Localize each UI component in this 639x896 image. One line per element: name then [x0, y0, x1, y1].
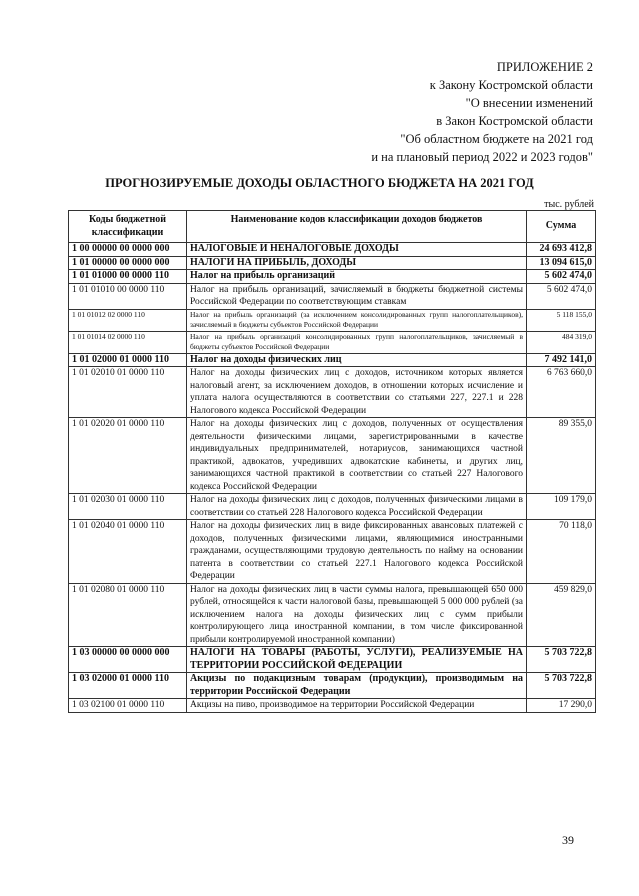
sum-cell: 5 602 474,0	[527, 270, 596, 284]
table-row	[69, 331, 596, 353]
sum-cell: 6 763 660,0	[527, 367, 596, 418]
table-row	[69, 418, 596, 494]
name-cell: Акцизы на пиво, производимое на территории Российской Федерации	[187, 699, 527, 713]
table-row	[69, 256, 596, 270]
name-cell: Налог на доходы физических лиц с доходов, полученных физическими лицами в соответствии со статьей 228 Налогового кодекса Российской Федерации	[187, 494, 527, 520]
code-cell: 1 03 02100 01 0000 110	[69, 699, 187, 713]
sum-cell: 89 355,0	[527, 418, 596, 494]
appendix-header	[293, 58, 593, 166]
name-cell: НАЛОГИ НА ПРИБЫЛЬ, ДОХОДЫ	[187, 256, 527, 270]
table-row	[69, 494, 596, 520]
code-cell: 1 01 02010 01 0000 110	[69, 367, 187, 418]
table-row	[69, 367, 596, 418]
table-row	[69, 520, 596, 584]
code-cell: 1 01 02030 01 0000 110	[69, 494, 187, 520]
appendix-line: к Закону Костромской области	[429, 78, 593, 92]
name-cell: Налог на доходы физических лиц	[187, 353, 527, 367]
code-cell: 1 03 02000 01 0000 110	[69, 673, 187, 699]
sum-cell: 70 118,0	[527, 520, 596, 584]
name-cell: Налог на прибыль организаций консолидированных групп налогоплательщиков, зачисляемый в бюджеты субъектов Российской Федерации	[187, 331, 527, 353]
name-cell: Налог на прибыль организаций (за исключением консолидированных групп налогоплательщиков), зачисляемый в бюджеты субъектов Российской Федерации	[187, 309, 527, 331]
table-row	[69, 353, 596, 367]
table-row	[69, 647, 596, 673]
header-sum: Сумма	[527, 211, 596, 243]
sum-cell: 109 179,0	[527, 494, 596, 520]
code-cell: 1 01 02040 01 0000 110	[69, 520, 187, 584]
table-row	[69, 583, 596, 647]
revenue-table	[68, 210, 596, 713]
sum-cell: 5 602 474,0	[527, 283, 596, 309]
name-cell: Налог на доходы физических лиц с доходов, источником которых является налоговый агент, за исключением доходов, в отношении которых исчисление и уплата налога осуществляются в соответствии со статьями 227, 227.1 и 228 Налогового кодекса Российской Федерации	[187, 367, 527, 418]
appendix-line: в Закон Костромской области	[436, 114, 593, 128]
name-cell: Налог на прибыль организаций	[187, 270, 527, 284]
code-cell: 1 01 00000 00 0000 000	[69, 256, 187, 270]
sum-cell: 5 703 722,8	[527, 673, 596, 699]
appendix-line: "Об областном бюджете на 2021 год	[400, 132, 593, 146]
table-header-row	[69, 211, 596, 243]
code-cell: 1 01 01000 00 0000 110	[69, 270, 187, 284]
code-cell: 1 01 02020 01 0000 110	[69, 418, 187, 494]
name-cell: НАЛОГИ НА ТОВАРЫ (РАБОТЫ, УСЛУГИ), РЕАЛИЗУЕМЫЕ НА ТЕРРИТОРИИ РОССИЙСКОЙ ФЕДЕРАЦИИ	[187, 647, 527, 673]
code-cell: 1 03 00000 00 0000 000	[69, 647, 187, 673]
sum-cell: 7 492 141,0	[527, 353, 596, 367]
unit-note: тыс. рублей	[544, 199, 594, 210]
code-cell: 1 01 02080 01 0000 110	[69, 583, 187, 647]
header-name: Наименование кодов классификации доходов бюджетов	[187, 211, 527, 243]
sum-cell: 5 118 155,0	[527, 309, 596, 331]
code-cell: 1 00 00000 00 0000 000	[69, 243, 187, 257]
table-row	[69, 283, 596, 309]
table-row	[69, 699, 596, 713]
header-code: Коды бюджетной классификации	[69, 211, 187, 243]
name-cell: Налог на доходы физических лиц в виде фиксированных авансовых платежей с доходов, полученных физическими лицами, являющимися иностранными гражданами, осуществляющими трудовую деятельность по найму на основании патента в соответствии со статьей 227.1 Налогового кодекса Российской Федерации	[187, 520, 527, 584]
name-cell: НАЛОГОВЫЕ И НЕНАЛОГОВЫЕ ДОХОДЫ	[187, 243, 527, 257]
table-row	[69, 270, 596, 284]
appendix-line: и на плановый период 2022 и 2023 годов"	[371, 150, 593, 164]
code-cell: 1 01 01010 00 0000 110	[69, 283, 187, 309]
code-cell: 1 01 01012 02 0000 110	[69, 309, 187, 331]
name-cell: Налог на доходы физических лиц с доходов, полученных от осуществления деятельности физическими лицами, зарегистрированными в качестве индивидуальных предпринимателей, нотариусов, занимающихся частной практикой, адвокатов, учредивших адвокатские кабинеты, и других лиц, занимающихся частной практикой в соответствии со статьей 227 Налогового кодекса Российской Федерации	[187, 418, 527, 494]
name-cell: Налог на прибыль организаций, зачисляемый в бюджеты бюджетной системы Российской Федерации по соответствующим ставкам	[187, 283, 527, 309]
table-row	[69, 309, 596, 331]
sum-cell: 24 693 412,8	[527, 243, 596, 257]
name-cell: Налог на доходы физических лиц в части суммы налога, превышающей 650 000 рублей, относящейся к части налоговой базы, превышающей 5 000 000 рублей (за исключением налога на доходы физических лиц с сумм прибыли контролирующего лица иностранной компании, в том числе фиксированной прибыли контролируемой иностранной компании)	[187, 583, 527, 647]
sum-cell: 17 290,0	[527, 699, 596, 713]
appendix-line: "О внесении изменений	[465, 96, 593, 110]
code-cell: 1 01 01014 02 0000 110	[69, 331, 187, 353]
name-cell: Акцизы по подакцизным товарам (продукции), производимым на территории Российской Федерации	[187, 673, 527, 699]
sum-cell: 459 829,0	[527, 583, 596, 647]
sum-cell: 484 319,0	[527, 331, 596, 353]
table-row	[69, 243, 596, 257]
page-number: 39	[562, 833, 574, 847]
table-row	[69, 673, 596, 699]
appendix-line: ПРИЛОЖЕНИЕ 2	[496, 60, 593, 74]
sum-cell: 5 703 722,8	[527, 647, 596, 673]
sum-cell: 13 094 615,0	[527, 256, 596, 270]
table-body	[69, 243, 596, 713]
code-cell: 1 01 02000 01 0000 110	[69, 353, 187, 367]
document-title: ПРОГНОЗИРУЕМЫЕ ДОХОДЫ ОБЛАСТНОГО БЮДЖЕТА НА 2021 ГОД	[105, 176, 534, 190]
